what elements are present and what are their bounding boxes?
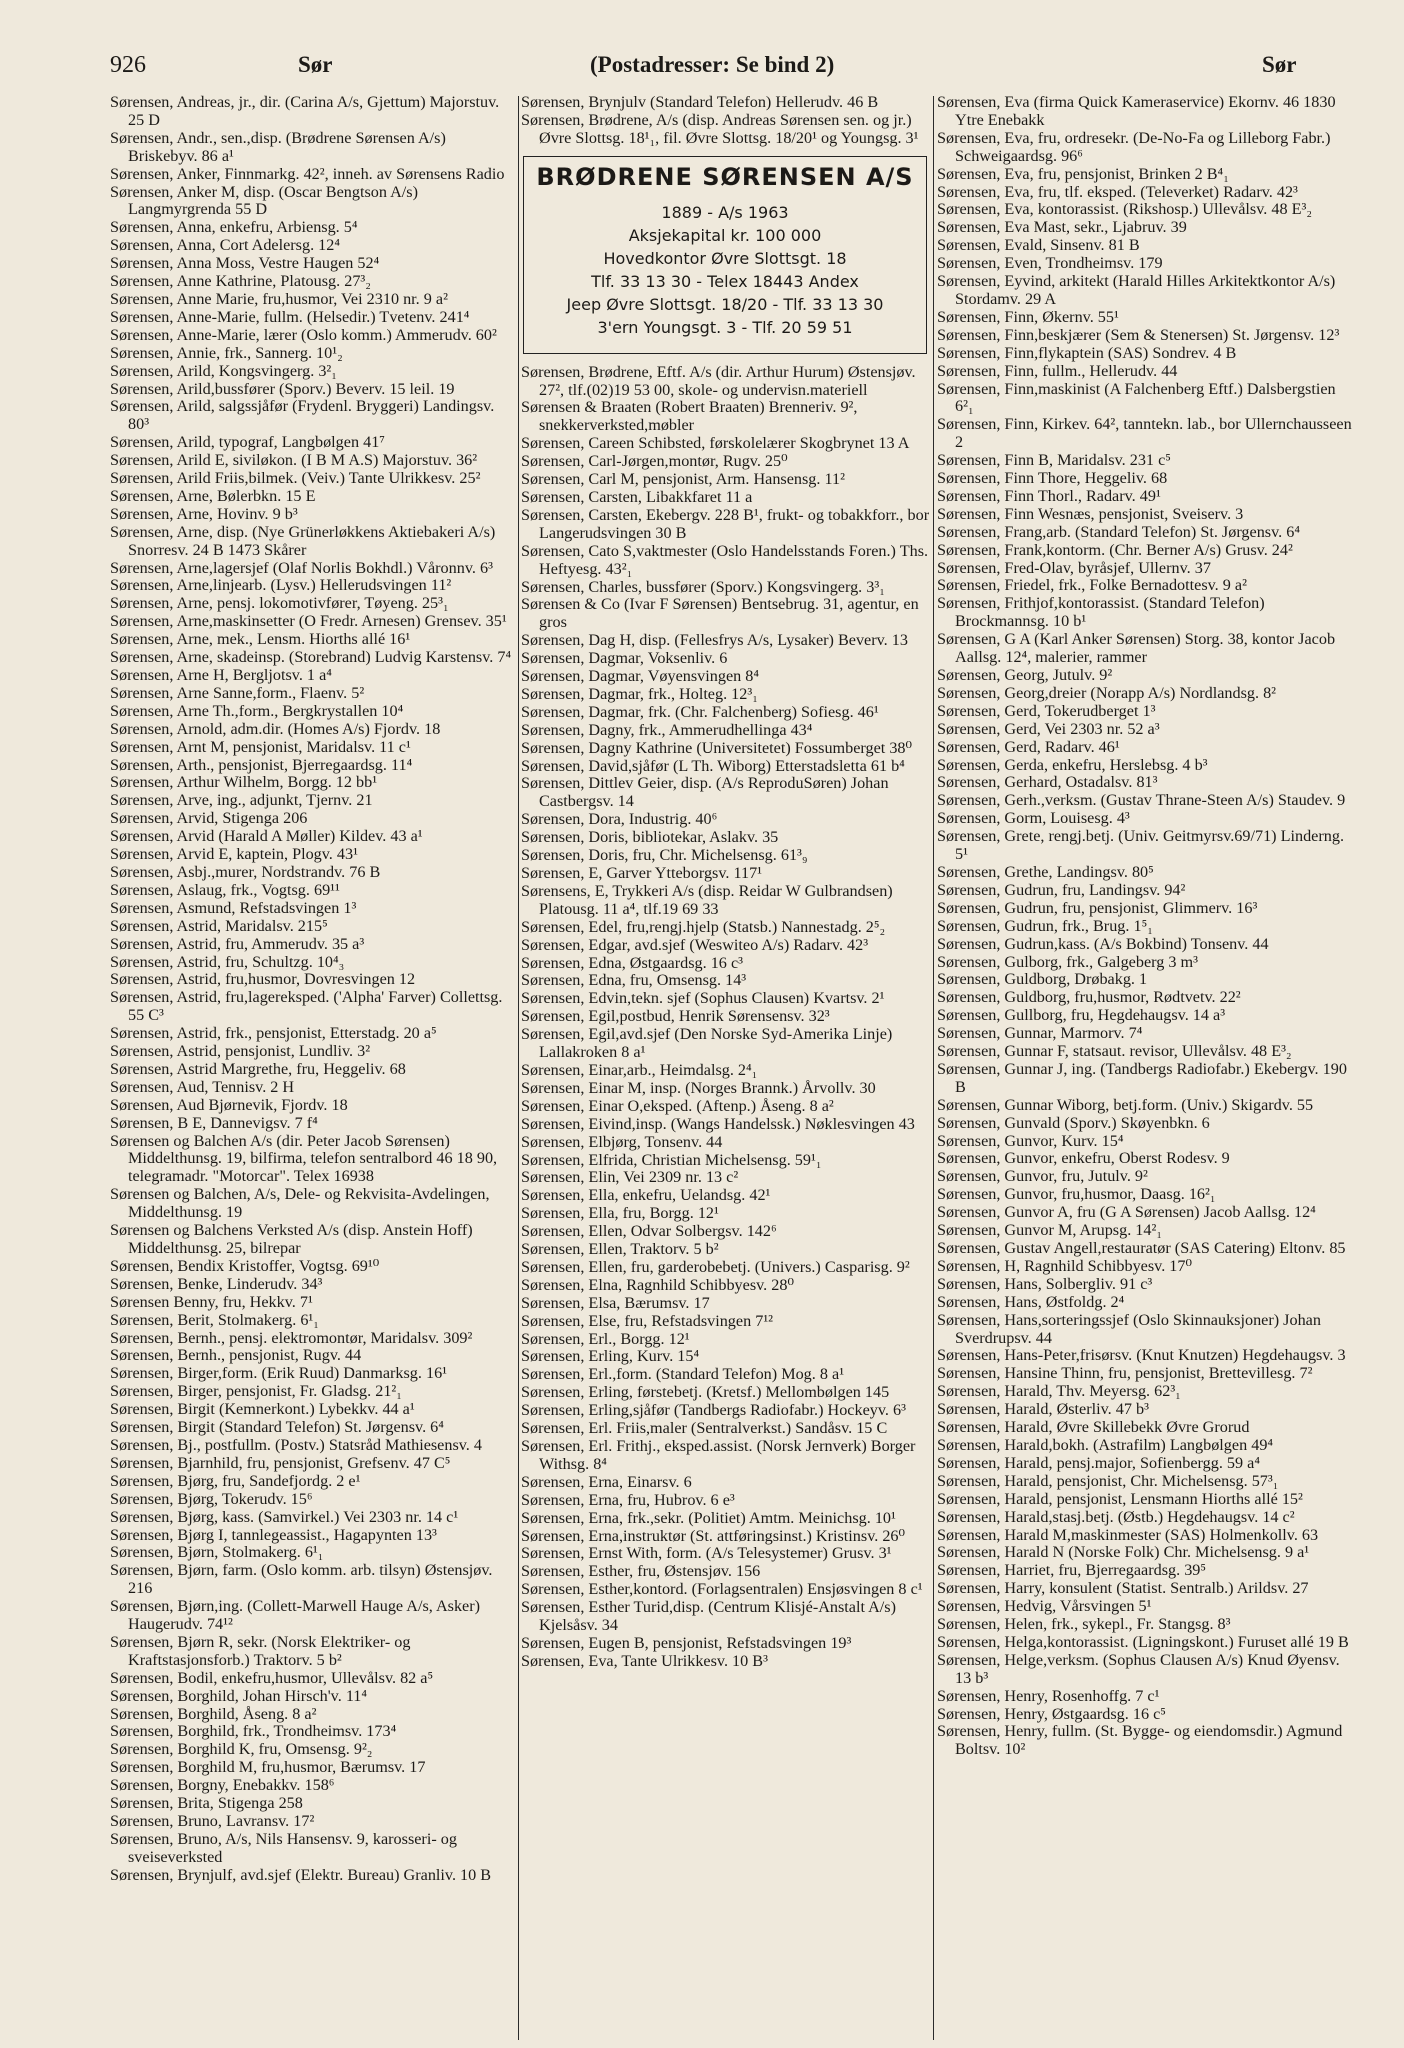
directory-entry: Sørensen, Anna Moss, Vestre Haugen 52⁴: [110, 254, 380, 273]
directory-entry: Sørensen, Asmund, Refstadsvingen 1³: [110, 898, 357, 917]
directory-entry: Sørensen, Aud Bjørnevik, Fjordv. 18: [110, 1095, 348, 1114]
header-right-keyword: Sør: [1262, 52, 1297, 77]
directory-entry: Sørensen, Henry, fullm. (St. Bygge- og eiendomsdir.) Agmund Boltsv. 10²: [937, 1722, 1343, 1759]
column-2-top-entries: [521, 94, 931, 148]
directory-entry: Sørensen, Gerd, Radarv. 46¹: [937, 737, 1120, 756]
directory-entry: Sørensen, Doris, bibliotekar, Aslakv. 35: [521, 828, 779, 847]
directory-entry: Sørensen, Arne Sanne,form., Flaenv. 5²: [110, 683, 365, 702]
header-left-keyword: Sør: [298, 52, 333, 77]
directory-entry: Sørensen, Bjørn R, sekr. (Norsk Elektriker- og Kraftstasjonsforb.) Traktorv. 5 b²: [110, 1632, 411, 1669]
directory-entry: Sørensen, E, Garver Ytteborgsv. 117¹: [521, 864, 763, 882]
directory-entry: Sørensen, Harald N (Norske Folk) Chr. Michelsensg. 9 a¹: [937, 1543, 1310, 1562]
column-divider: [518, 96, 519, 2040]
directory-entry: Sørensen, Erl.,form. (Standard Telefon) Mog. 8 a¹: [521, 1365, 845, 1384]
directory-entry: Sørensen, B E, Dannevigsv. 7 f⁴: [110, 1113, 318, 1132]
advertisement-line: 1889 - A/s 1963: [661, 202, 789, 222]
directory-entry: Sørensen, Elsa, Bærumsv. 17: [521, 1293, 710, 1312]
directory-entry: Sørensen, Georg, Jutulv. 9²: [937, 666, 1113, 684]
directory-entry: Sørensen, Gudrun,kass. (A/s Bokbind) Tonsenv. 44: [937, 934, 1269, 953]
directory-entry: Sørensen, Evald, Sinsenv. 81 B: [937, 236, 1140, 255]
directory-entry: Sørensen, Bruno, A/s, Nils Hansensv. 9, karosseri- og sveiseverksted: [110, 1829, 457, 1866]
directory-entry: Sørensen, Erling,sjåfør (Tandbergs Radiofabr.) Hockeyv. 6³: [521, 1401, 906, 1420]
directory-entry: Sørensen, Birgit (Kemnerkont.) Lybekkv. 44 a¹: [110, 1400, 415, 1419]
advertisement-line: Hovedkontor Øvre Slottsgt. 18: [603, 248, 847, 268]
directory-entry: Sørensen, Asbj.,murer, Nordstrandv. 76 B: [110, 862, 381, 881]
column-divider: [933, 96, 934, 2040]
directory-entry: Sørensen, Eivind,insp. (Wangs Handelssk.) Nøklesvingen 43: [521, 1114, 915, 1133]
directory-entry: Sørensen, Erl. Friis,maler (Sentralverkst.) Sandåsv. 15 C: [521, 1419, 888, 1438]
column-3: [937, 94, 1357, 2042]
directory-entry: Sørensen, Arvid E, kaptein, Plogv. 43¹: [110, 845, 358, 864]
directory-entry: Sørensen, Brødrene, A/s (disp. Andreas Sørensen sen. og jr.) Øvre Slottsg. 18¹₁, fil. Øvre Slottsg. 18/20¹ og Youngsg. 3¹: [521, 110, 919, 147]
directory-entry: Sørensen, Einar O,eksped. (Aftenp.) Åseng. 8 a²: [521, 1096, 834, 1115]
directory-entry: Sørensen, Berit, Stolmakerg. 6¹₁: [110, 1310, 319, 1329]
directory-entry: Sørensen, Carsten, Ekebergv. 228 B¹, frukt- og tobakkforr., bor Langerudsvingen 30 B: [521, 505, 930, 542]
page-header: [110, 52, 1359, 88]
directory-entry: Sørensen, Dagmar, frk. (Chr. Falchenberg) Sofiesg. 46¹: [521, 702, 879, 721]
directory-entry: Sørensen, Benke, Linderudv. 34³: [110, 1274, 323, 1293]
directory-entry: Sørensen, Ernst With, form. (A/s Telesystemer) Grusv. 3¹: [521, 1544, 892, 1563]
directory-entry: Sørensen, Dagmar, Voksenliv. 6: [521, 649, 728, 668]
directory-entry: Sørensen, Finn,maskinist (A Falchenberg Eftf.) Dalsbergstien 6²₁: [937, 379, 1336, 416]
directory-entry: Sørensen, Hans, Solbergliv. 91 c³: [937, 1274, 1153, 1293]
advertisement-line: Tlf. 33 13 30 - Telex 18443 Andex: [591, 271, 859, 291]
directory-entry: Sørensen, Gunvor, Kurv. 15⁴: [937, 1131, 1124, 1150]
directory-entry: Sørensen Benny, fru, Hekkv. 7¹: [110, 1292, 313, 1311]
directory-entry: Sørensen, Edvin,tekn. sjef (Sophus Clausen) Kvartsv. 2¹: [521, 989, 885, 1008]
directory-entry: Sørensen, Carl-Jørgen,montør, Rugv. 25⁰: [521, 452, 788, 471]
directory-entry: Sørensen, Arne,maskinsetter (O Fredr. Arnesen) Grensev. 35¹: [110, 612, 507, 631]
directory-entry: Sørensen, Astrid, pensjonist, Lundliv. 3²: [110, 1042, 371, 1061]
directory-entry: Sørensen, Erling, Kurv. 15⁴: [521, 1347, 700, 1366]
directory-entry: Sørensen, Arild,bussfører (Sporv.) Beverv. 15 leil. 19: [110, 379, 455, 398]
directory-entry: Sørensen, Arne H, Bergljotsv. 1 a⁴: [110, 666, 332, 684]
directory-entry: Sørensen, Eva Mast, sekr., Ljabruv. 39: [937, 218, 1187, 237]
directory-entry: Sørensen, Bjørg, fru, Sandefjordg. 2 e¹: [110, 1471, 361, 1490]
directory-entry: Sørensen, Frank,kontorm. (Chr. Berner A/s) Grusv. 24²: [937, 540, 1293, 559]
directory-entry: Sørensen, Ellen, Traktorv. 5 b²: [521, 1240, 719, 1259]
directory-entry: Sørensen, Gunvald (Sporv.) Skøyenbkn. 6: [937, 1113, 1210, 1132]
directory-entry: Sørensen, Gerh.,verksm. (Gustav Thrane-Steen A/s) Staudev. 9: [937, 791, 1346, 810]
directory-entry: Sørensen, Anne Marie, fru,husmor, Vei 2310 nr. 9 a²: [110, 289, 448, 308]
directory-entry: Sørensen, Andr., sen.,disp. (Brødrene Sørensen A/s) Briskebyv. 86 a¹: [110, 128, 446, 165]
directory-entry: Sørensen, Helga,kontorassist. (Ligningskont.) Furuset allé 19 B: [937, 1632, 1349, 1651]
directory-entry: Sørensen, Borgny, Enebakkv. 158⁶: [110, 1776, 335, 1795]
directory-entry: Sørensen, Dittlev Geier, disp. (A/s ReproduSøren) Johan Castbergsv. 14: [521, 774, 889, 811]
directory-entry: Sørensen, Fred-Olav, byråsjef, Ullernv. 37: [937, 558, 1211, 577]
directory-entry: Sørensen, Erna, Einarsv. 6: [521, 1472, 692, 1491]
directory-entry: Sørensen, Ella, enkefru, Uelandsg. 42¹: [521, 1186, 771, 1205]
directory-entry: Sørensen, Bjørn, Stolmakerg. 6¹₁: [110, 1543, 324, 1562]
directory-entry: Sørensen, Astrid, fru,lagereksped. ('Alpha' Farver) Collettsg. 55 C³: [110, 988, 503, 1025]
directory-entry: Sørensen, Finn Wesnæs, pensjonist, Sveiserv. 3: [937, 504, 1244, 523]
directory-entry: Sørensen & Co (Ivar F Sørensen) Bentsebrug. 31, agentur, en gros: [521, 595, 919, 632]
directory-entry: Sørensen, Gunnar J, ing. (Tandbergs Radiofabr.) Ekebergv. 190 B: [937, 1059, 1347, 1096]
directory-entry: Sørensen, Finn, Økernv. 55¹: [937, 307, 1119, 326]
directory-entry: Sørensen, Guldborg, Drøbakg. 1: [937, 970, 1148, 989]
directory-entry: Sørensen, Finn,flykaptein (SAS) Sondrev. 4 B: [937, 343, 1237, 362]
directory-entry: Sørensen, Dagny Kathrine (Universitetet) Fossumberget 38⁰: [521, 738, 913, 757]
directory-entry: Sørensen, Even, Trondheimsv. 179: [937, 254, 1163, 273]
directory-entry: Sørensen, Eva, fru, tlf. eksped. (Televerket) Radarv. 42³: [937, 182, 1298, 201]
directory-entry: Sørensen, Dagny, frk., Ammerudhellinga 43⁴: [521, 720, 813, 739]
directory-entry: Sørensen, Arild Friis,bilmek. (Veiv.) Tante Ulrikkesv. 25²: [110, 469, 481, 488]
directory-entry: Sørensen, Bernh., pensjonist, Rugv. 44: [110, 1346, 362, 1365]
directory-entry: Sørensen, Finn, fullm., Hellerudv. 44: [937, 361, 1178, 380]
directory-entry: Sørensen, Astrid, fru,husmor, Dovresvingen 12: [110, 970, 416, 989]
directory-entry: Sørensen, Harald, pensj.major, Sofienbergg. 59 a⁴: [937, 1453, 1260, 1472]
directory-entry: Sørensen, Ellen, Odvar Solbergsv. 142⁶: [521, 1222, 777, 1241]
directory-entry: Sørensen, Charles, bussfører (Sporv.) Kongsvingerg. 3³₁: [521, 577, 885, 596]
directory-entry: Sørensen, Arild E, siviløkon. (I B M A.S) Majorstuv. 36²: [110, 451, 478, 470]
directory-entry: Sørensen, Ella, fru, Borgg. 12¹: [521, 1204, 719, 1223]
directory-entry: Sørensen, Arth., pensjonist, Bjerregaardsg. 11⁴: [110, 755, 413, 774]
directory-entry: Sørensen, Edgar, avd.sjef (Weswiteo A/s) Radarv. 42³: [521, 935, 869, 954]
directory-entry: Sørensen, Harald, Thv. Meyersg. 62³₁: [937, 1382, 1181, 1401]
directory-entry: Sørensen, Brita, Stigenga 258: [110, 1794, 303, 1813]
directory-entry: Sørensen, Guldborg, fru,husmor, Rødtvetv. 22²: [937, 988, 1241, 1007]
directory-entry: Sørensen, Aud, Tennisv. 2 H: [110, 1077, 295, 1096]
directory-entry: Sørensen, Hans, Østfoldg. 2⁴: [937, 1292, 1125, 1311]
directory-entry: Sørensen, Borghild, frk., Trondheimsv. 173⁴: [110, 1722, 397, 1741]
directory-entry: Sørensen, Esther, fru, Østensjøv. 156: [521, 1562, 761, 1581]
directory-entry: Sørensen, Else, fru, Refstadsvingen 7¹²: [521, 1311, 774, 1330]
directory-entry: Sørensen, Gunnar Wiborg, betj.form. (Univ.) Skigardv. 55: [937, 1095, 1314, 1114]
column-2-entries: [521, 364, 931, 1671]
directory-entry: Sørensen, Frithjof,kontorassist. (Standard Telefon) Brockmannsg. 10 b¹: [937, 594, 1265, 631]
directory-entry: Sørensen, Borghild M, fru,husmor, Bærumsv. 17: [110, 1758, 426, 1777]
advertisement-title: BRØDRENE SØRENSEN A/S: [536, 162, 914, 191]
directory-entry: Sørensen, Birgit (Standard Telefon) St. Jørgensv. 6⁴: [110, 1418, 444, 1437]
directory-entry: Sørensen, Gunvor, enkefru, Oberst Rodesv. 9: [937, 1149, 1230, 1168]
directory-entry: Sørensen, Bjørg I, tannlegeassist., Hagapynten 13³: [110, 1525, 437, 1544]
directory-entry: Sørensen, Carl M, pensjonist, Arm. Hansensg. 11²: [521, 470, 845, 489]
directory-entry: Sørensen og Balchen, A/s, Dele- og Rekvisita-Avdelingen, Middelthunsg. 19: [110, 1185, 490, 1222]
directory-entry: Sørensen, Georg,dreier (Norapp A/s) Nordlandsg. 8²: [937, 683, 1277, 702]
directory-entry: Sørensen, Anker M, disp. (Oscar Bengtson A/s) Langmyrgrenda 55 D: [110, 182, 418, 219]
directory-entry: Sørensen, Birger, pensjonist, Fr. Gladsg. 21²₁: [110, 1382, 402, 1401]
directory-entry: Sørensen, Gerhard, Ostadalsv. 81³: [937, 773, 1158, 792]
directory-entry: Sørensen, Bjørg, Tokerudv. 15⁶: [110, 1489, 313, 1508]
directory-entry: Sørensen, Arve, ing., adjunkt, Tjernv. 21: [110, 791, 373, 810]
directory-entry: Sørensen, Elbjørg, Tonsenv. 44: [521, 1132, 723, 1151]
directory-entry: Sørensen, Hans-Peter,frisørsv. (Knut Knutzen) Hegdehaugsv. 3: [937, 1346, 1346, 1365]
directory-entry: Sørensen, Elin, Vei 2309 nr. 13 c²: [521, 1168, 739, 1187]
directory-entry: Sørensen, Edna, Østgaardsg. 16 c³: [521, 953, 743, 972]
directory-entry: Sørensen, Hansine Thinn, fru, pensjonist, Brettevillesg. 7²: [937, 1364, 1313, 1383]
directory-entry: Sørensen, Arne Th.,form., Bergkrystallen 10⁴: [110, 701, 404, 720]
directory-entry: Sørensen, Bendix Kristoffer, Vogtsg. 69¹⁰: [110, 1256, 380, 1275]
directory-entry: Sørensen, Eugen B, pensjonist, Refstadsvingen 19³: [521, 1633, 852, 1652]
directory-entry: Sørensen, Dagmar, Vøyensvingen 8⁴: [521, 667, 760, 686]
directory-entry: Sørensen, Carsten, Libakkfaret 11 a: [521, 487, 753, 506]
directory-entry: Sørensen, Bjørn,ing. (Collett-Marwell Hauge A/s, Asker) Haugerudv. 74¹²: [110, 1597, 481, 1634]
directory-entry: Sørensen, Gunnar, Marmorv. 7⁴: [937, 1024, 1143, 1043]
directory-entry: Sørensen, Arvid (Harald A Møller) Kildev. 43 a¹: [110, 827, 423, 846]
directory-entry: Sørensen, Henry, Østgaardsg. 16 c⁵: [937, 1704, 1166, 1723]
directory-entry: Sørensen, Esther,kontord. (Forlagsentralen) Ensjøsvingen 8 c¹: [521, 1580, 923, 1599]
directory-entry: Sørensen, Arne, Bølerbkn. 15 E: [110, 486, 316, 505]
directory-entry: Sørensen, Bruno, Lavransv. 17²: [110, 1812, 315, 1830]
directory-entry: Sørensen, Astrid, Maridalsv. 215⁵: [110, 916, 328, 935]
directory-entry: Sørensen, Grete, rengj.betj. (Univ. Geitmyrsv.69/71) Linderng. 5¹: [937, 827, 1344, 864]
directory-entry: Sørensen, Arne, mek., Lensm. Hiorths allé 16¹: [110, 630, 411, 649]
directory-entry: Sørensen, Gerda, enkefru, Herslebsg. 4 b³: [937, 755, 1208, 774]
directory-entry: Sørensen, Eva, Tante Ulrikkesv. 10 B³: [521, 1651, 768, 1670]
directory-entry: Sørensen, Bjørg, kass. (Samvirkel.) Vei 2303 nr. 14 c¹: [110, 1507, 459, 1526]
directory-entry: Sørensen, Dag H, disp. (Fellesfrys A/s, Lysaker) Beverv. 13: [521, 631, 908, 650]
directory-entry: Sørensen, Harry, konsulent (Statist. Sentralb.) Arildsv. 27: [937, 1579, 1309, 1598]
page-number: 926: [110, 52, 146, 78]
directory-entry: Sørensen, G A (Karl Anker Sørensen) Storg. 38, kontor Jacob Aallsg. 12⁴, malerier, rammer: [937, 630, 1336, 667]
directory-entry: Sørensen, Andreas, jr., dir. (Carina A/s, Gjettum) Majorstuv. 25 D: [110, 94, 500, 129]
directory-entry: Sørensen, Arne,linjearb. (Lysv.) Hellerudsvingen 11²: [110, 576, 452, 595]
directory-entry: Sørensen, Gunnar F, statsaut. revisor, Ullevålsv. 48 E³₂: [937, 1042, 1292, 1061]
directory-entry: Sørensen, Dagmar, frk., Holteg. 12³₁: [521, 684, 758, 703]
directory-entry: Sørensen, Brynjulf, avd.sjef (Elektr. Bureau) Granliv. 10 B: [110, 1865, 492, 1884]
directory-entry: Sørensen, Harriet, fru, Bjerregaardsg. 39⁵: [937, 1561, 1207, 1580]
directory-entry: Sørensen, Arnt M, pensjonist, Maridalsv. 11 c¹: [110, 737, 411, 756]
directory-entry: Sørensen, Harald M,maskinmester (SAS) Holmenkollv. 63: [937, 1525, 1319, 1544]
directory-entry: Sørensen, Hans,sorteringssjef (Oslo Skinnauksjoner) Johan Sverdrupsv. 44: [937, 1310, 1321, 1347]
directory-entry: Sørensen, Eva (firma Quick Kameraservice) Ekornv. 46 1830 Ytre Enebakk: [937, 94, 1336, 129]
advertisement-line: Jeep Øvre Slottsgt. 18/20 - Tlf. 33 13 30: [566, 294, 884, 314]
directory-entry: Sørensen, Gerd, Vei 2303 nr. 52 a³: [937, 719, 1160, 738]
directory-entry: Sørensen, Borghild K, fru, Omsensg. 9²₂: [110, 1740, 373, 1759]
directory-entry: Sørensen, Eva, fru, pensjonist, Brinken 2 B⁴₁: [937, 164, 1229, 183]
column-2: [521, 94, 931, 2042]
directory-entry: Sørensen, Bernh., pensj. elektromontør, Maridalsv. 309²: [110, 1328, 473, 1347]
directory-entry: Sørensen, Esther Turid,disp. (Centrum Klisjé-Anstalt A/s) Kjelsåsv. 34: [521, 1598, 896, 1635]
directory-entry: Sørensen, Brynjulv (Standard Telefon) Hellerudv. 46 B: [521, 94, 879, 111]
directory-entry: Sørensen, Gudrun, frk., Brug. 1⁵₁: [937, 916, 1153, 935]
directory-entry: Sørensen, Gustav Angell,restauratør (SAS Catering) Eltonv. 85: [937, 1239, 1346, 1257]
directory-entry: Sørensen, Arnold, adm.dir. (Homes A/s) Fjordv. 18: [110, 719, 441, 738]
directory-entry: Sørensen, Dora, Industrig. 40⁶: [521, 810, 718, 829]
directory-entry: Sørensen, Bjarnhild, fru, pensjonist, Grefsenv. 47 C⁵: [110, 1453, 451, 1472]
directory-entry: Sørensen, Gerd, Tokerudberget 1³: [937, 701, 1156, 720]
directory-entry: Sørensen, Eva, kontorassist. (Rikshosp.) Ullevålsv. 48 E³₂: [937, 200, 1312, 219]
directory-entry: Sørensen, Elfrida, Christian Michelsensg. 59¹₁: [521, 1150, 822, 1169]
directory-entry: Sørensen, Harald, Østerliv. 47 b³: [937, 1400, 1149, 1419]
directory-entry: Sørensen, Finn Thore, Heggeliv. 68: [937, 469, 1168, 488]
directory-entry: Sørensen, Astrid Margrethe, fru, Heggeliv. 68: [110, 1059, 406, 1078]
directory-entry: Sørensen, Anker, Finnmarkg. 42², inneh. av Sørensens Radio: [110, 164, 505, 183]
directory-entry: Sørensen, Gunvor M, Arupsg. 14²₁: [937, 1221, 1162, 1240]
directory-entry: Sørensen, Gorm, Louisesg. 4³: [937, 809, 1130, 828]
directory-entry: Sørensen, Gunvor, fru, Jutulv. 9²: [937, 1167, 1148, 1186]
directory-entry: Sørensen, Finn Thorl., Radarv. 49¹: [937, 486, 1161, 505]
directory-entry: Sørensen, Arild, salgssjåfør (Frydenl. Bryggeri) Landingsv. 80³: [110, 397, 495, 434]
directory-entry: Sørensen, Astrid, frk., pensjonist, Etterstadg. 20 a⁵: [110, 1024, 437, 1043]
directory-entry: Sørensen, Grethe, Landingsv. 80⁵: [937, 862, 1154, 881]
directory-entry: Sørensen, H, Ragnhild Schibbyesv. 17⁰: [937, 1256, 1192, 1275]
directory-entry: Sørensen og Balchens Verksted A/s (disp. Anstein Hoff) Middelthunsg. 25, bilrepar: [110, 1221, 473, 1257]
advertisement-line: Aksjekapital kr. 100 000: [628, 225, 822, 245]
directory-entry: Sørensen, Arne, skadeinsp. (Storebrand) Ludvig Karstensv. 7⁴: [110, 648, 512, 667]
directory-entry: Sørensen, Arne, pensj. lokomotivfører, Tøyeng. 25³₁: [110, 594, 449, 613]
directory-entry: Sørensen, Helge,verksm. (Sophus Clausen A/s) Knud Øyensv. 13 b³: [937, 1650, 1340, 1687]
directory-entry: Sørensen, Harald,bokh. (Astrafilm) Langbølgen 49⁴: [937, 1435, 1274, 1454]
advertisement-line: 3'ern Youngsgt. 3 - Tlf. 20 59 51: [597, 317, 853, 337]
directory-entry: Sørensen, Bj., postfullm. (Postv.) Statsråd Mathiesensv. 4: [110, 1435, 482, 1454]
directory-entry: Sørensen, Astrid, fru, Ammerudv. 35 a³: [110, 934, 365, 953]
directory-entry: Sørensen, Hedvig, Vårsvingen 5¹: [937, 1597, 1152, 1616]
directory-entry: Sørensen, Finn,beskjærer (Sem & Stenersen) St. Jørgensv. 12³: [937, 325, 1340, 344]
directory-entry: Sørensen, Erl., Borgg. 12¹: [521, 1329, 690, 1348]
directory-entry: Sørensen, Cato S,vaktmester (Oslo Handelsstands Foren.) Ths. Heftyesg. 43²₁: [521, 541, 929, 578]
directory-entry: Sørensen, Erling, førstebetj. (Kretsf.) Mellombølgen 145: [521, 1383, 890, 1402]
directory-entry: Sørensen, Edel, fru,rengj.hjelp (Statsb.) Nannestadg. 2⁵₂: [521, 917, 886, 936]
column-1: [110, 94, 515, 2042]
directory-entry: Sørensen, Frang,arb. (Standard Telefon) St. Jørgensv. 6⁴: [937, 522, 1300, 541]
directory-entry: Sørensen, Friedel, frk., Folke Bernadottesv. 9 a²: [937, 576, 1247, 595]
directory-entry: Sørensen, Arvid, Stigenga 206: [110, 809, 308, 828]
directory-entry: Sørensen, Anne-Marie, lærer (Oslo komm.) Ammerudv. 60²: [110, 325, 497, 344]
directory-entry: Sørensen, Aslaug, frk., Vogtsg. 69¹¹: [110, 880, 340, 899]
directory-entry: Sørensen, Finn, Kirkev. 64², tanntekn. lab., bor Ullernchausseen 2: [937, 415, 1352, 452]
directory-entry: Sørensen, Anna, enkefru, Arbiensg. 5⁴: [110, 218, 358, 237]
directory-entry: Sørensen, Gulborg, frk., Galgeberg 3 m³: [937, 952, 1198, 971]
directory-entry: Sørensen, Ellen, fru, garderobebetj. (Univers.) Casparisg. 9²: [521, 1257, 910, 1276]
directory-entry: Sørensen, Eyvind, arkitekt (Harald Hilles Arkitektkontor A/s) Stordamv. 29 A: [937, 272, 1336, 308]
directory-entry: Sørensen, Arne, disp. (Nye Grünerløkkens Aktiebakeri A/s) Snorresv. 24 B 1473 Skårer: [110, 522, 496, 559]
directory-entry: Sørensen, Bodil, enkefru,husmor, Ullevålsv. 82 a⁵: [110, 1668, 434, 1687]
directory-entry: Sørensen, Elna, Ragnhild Schibbyesv. 28⁰: [521, 1275, 794, 1294]
directory-entry: Sørensen, Anna, Cort Adelersg. 12⁴: [110, 236, 340, 255]
directory-entry: Sørensen, Annie, frk., Sannerg. 10¹₂: [110, 343, 343, 362]
directory-entry: Sørensen, Erna, frk.,sekr. (Politiet) Amtm. Meinichsg. 10¹: [521, 1508, 896, 1527]
directory-entry: Sørensen, Astrid, fru, Schultzg. 10⁴₃: [110, 952, 345, 971]
directory-entry: Sørensen, Bjørn, farm. (Oslo komm. arb. tilsyn) Østensjøv. 216: [110, 1561, 493, 1598]
directory-entry: Sørensen, Harald, Øvre Skillebekk Øvre Grorud: [937, 1418, 1250, 1437]
directory-entry: Sørensen, Einar M, insp. (Norges Brannk.) Årvollv. 30: [521, 1078, 876, 1097]
advertisement-box: [523, 156, 927, 354]
directory-entry: Sørensen, Arne, Hovinv. 9 b³: [110, 504, 298, 523]
directory-entry: Sørensen, Einar,arb., Heimdalsg. 2⁴₁: [521, 1060, 758, 1079]
directory-entry: Sørensen, Erna,instruktør (St. attføringsinst.) Kristinsv. 26⁰: [521, 1526, 906, 1545]
directory-entry: Sørensen, Eva, fru, ordresekr. (De-No-Fa og Lilleborg Fabr.) Schweigaardsg. 96⁶: [937, 128, 1331, 165]
directory-entry: Sørensen, Anne-Marie, fullm. (Helsedir.) Tvetenv. 241⁴: [110, 307, 470, 326]
directory-entry: Sørensen, Erna, fru, Hubrov. 6 e³: [521, 1490, 735, 1509]
directory-entry: Sørensen, Gullborg, fru, Hegdehaugsv. 14 a³: [937, 1006, 1226, 1025]
directory-entry: Sørensen, Harald, pensjonist, Chr. Michelsensg. 57³₁: [937, 1471, 1279, 1490]
directory-entry: Sørensen, Egil,avd.sjef (Den Norske Syd-Amerika Linje) Lallakroken 8 a¹: [521, 1025, 893, 1062]
directory-entry: Sørensen, Arthur Wilhelm, Borgg. 12 bb¹: [110, 773, 378, 792]
header-center-note: (Postadresser: Se bind 2): [590, 52, 835, 77]
directory-entry: Sørensen, Borghild, Johan Hirsch'v. 11⁴: [110, 1686, 368, 1705]
directory-entry: Sørensen, David,sjåfør (L Th. Wiborg) Etterstadsletta 61 b⁴: [521, 756, 905, 775]
directory-entry: Sørensen, Arild, Kongsvingerg. 3²₁: [110, 361, 337, 380]
directory-entry: Sørensen, Gunvor, fru,husmor, Daasg. 16²₁: [937, 1185, 1216, 1204]
directory-entry: Sørensen og Balchen A/s (dir. Peter Jacob Sørensen) Middelthunsg. 19, bilfirma, telefon sentralbord 46 18 90, telegramadr. "Motorcar". Telex 16938: [110, 1131, 498, 1186]
directory-entry: Sørensen, Egil,postbud, Henrik Sørensensv. 32³: [521, 1007, 830, 1026]
directory-entry: Sørensen, Helen, frk., sykepl., Fr. Stangsg. 8³: [937, 1615, 1231, 1634]
directory-entry: Sørensen, Doris, fru, Chr. Michelsensg. 61³₉: [521, 846, 808, 865]
directory-entry: Sørensen, Gunvor A, fru (G A Sørensen) Jacob Aallsg. 12⁴: [937, 1203, 1316, 1222]
directory-entry: Sørensen, Arild, typograf, Langbølgen 41⁷: [110, 433, 385, 452]
directory-entry: Sørensen, Birger,form. (Erik Ruud) Danmarksg. 16¹: [110, 1364, 448, 1383]
directory-entry: Sørensen, Careen Schibsted, førskolelærer Skogbrynet 13 A: [521, 434, 910, 453]
directory-entry: Sørensen, Gudrun, fru, pensjonist, Glimmerv. 16³: [937, 898, 1258, 917]
directory-entry: Sørensen, Finn B, Maridalsv. 231 c⁵: [937, 451, 1171, 470]
directory-entry: Sørensens, E, Trykkeri A/s (disp. Reidar W Gulbrandsen) Platousg. 11 a⁴, tlf.19 69 33: [521, 881, 893, 918]
directory-entry: Sørensen, Harald, pensjonist, Lensmann Hiorths allé 15²: [937, 1489, 1303, 1508]
directory-entry: Sørensen, Borghild, Åseng. 8 a²: [110, 1704, 317, 1723]
directory-entry: Sørensen, Brødrene, Eftf. A/s (dir. Arthur Hurum) Østensjøv. 27², tlf.(02)19 53 00, skole- og undervisn.materiell: [521, 362, 916, 399]
directory-entry: Sørensen, Erl. Frithj., eksped.assist. (Norsk Jernverk) Borger Withsg. 8⁴: [521, 1437, 916, 1473]
directory-entry: Sørensen, Harald,stasj.betj. (Østb.) Hegdehaugsv. 14 c²: [937, 1507, 1295, 1526]
directory-entry: Sørensen, Gudrun, fru, Landingsv. 94²: [937, 880, 1186, 899]
directory-entry: Sørensen, Anne Kathrine, Platousg. 27³₂: [110, 272, 371, 291]
directory-entry: Sørensen, Arne,lagersjef (Olaf Norlis Bokhdl.) Våronnv. 6³: [110, 558, 493, 577]
directory-entry: Sørensen, Edna, fru, Omsensg. 14³: [521, 971, 747, 990]
directory-entry: Sørensen, Henry, Rosenhoffg. 7 c¹: [937, 1686, 1160, 1705]
directory-entry: Sørensen & Braaten (Robert Braaten) Brenneriv. 9², snekkerverksted,møbler: [521, 398, 858, 435]
